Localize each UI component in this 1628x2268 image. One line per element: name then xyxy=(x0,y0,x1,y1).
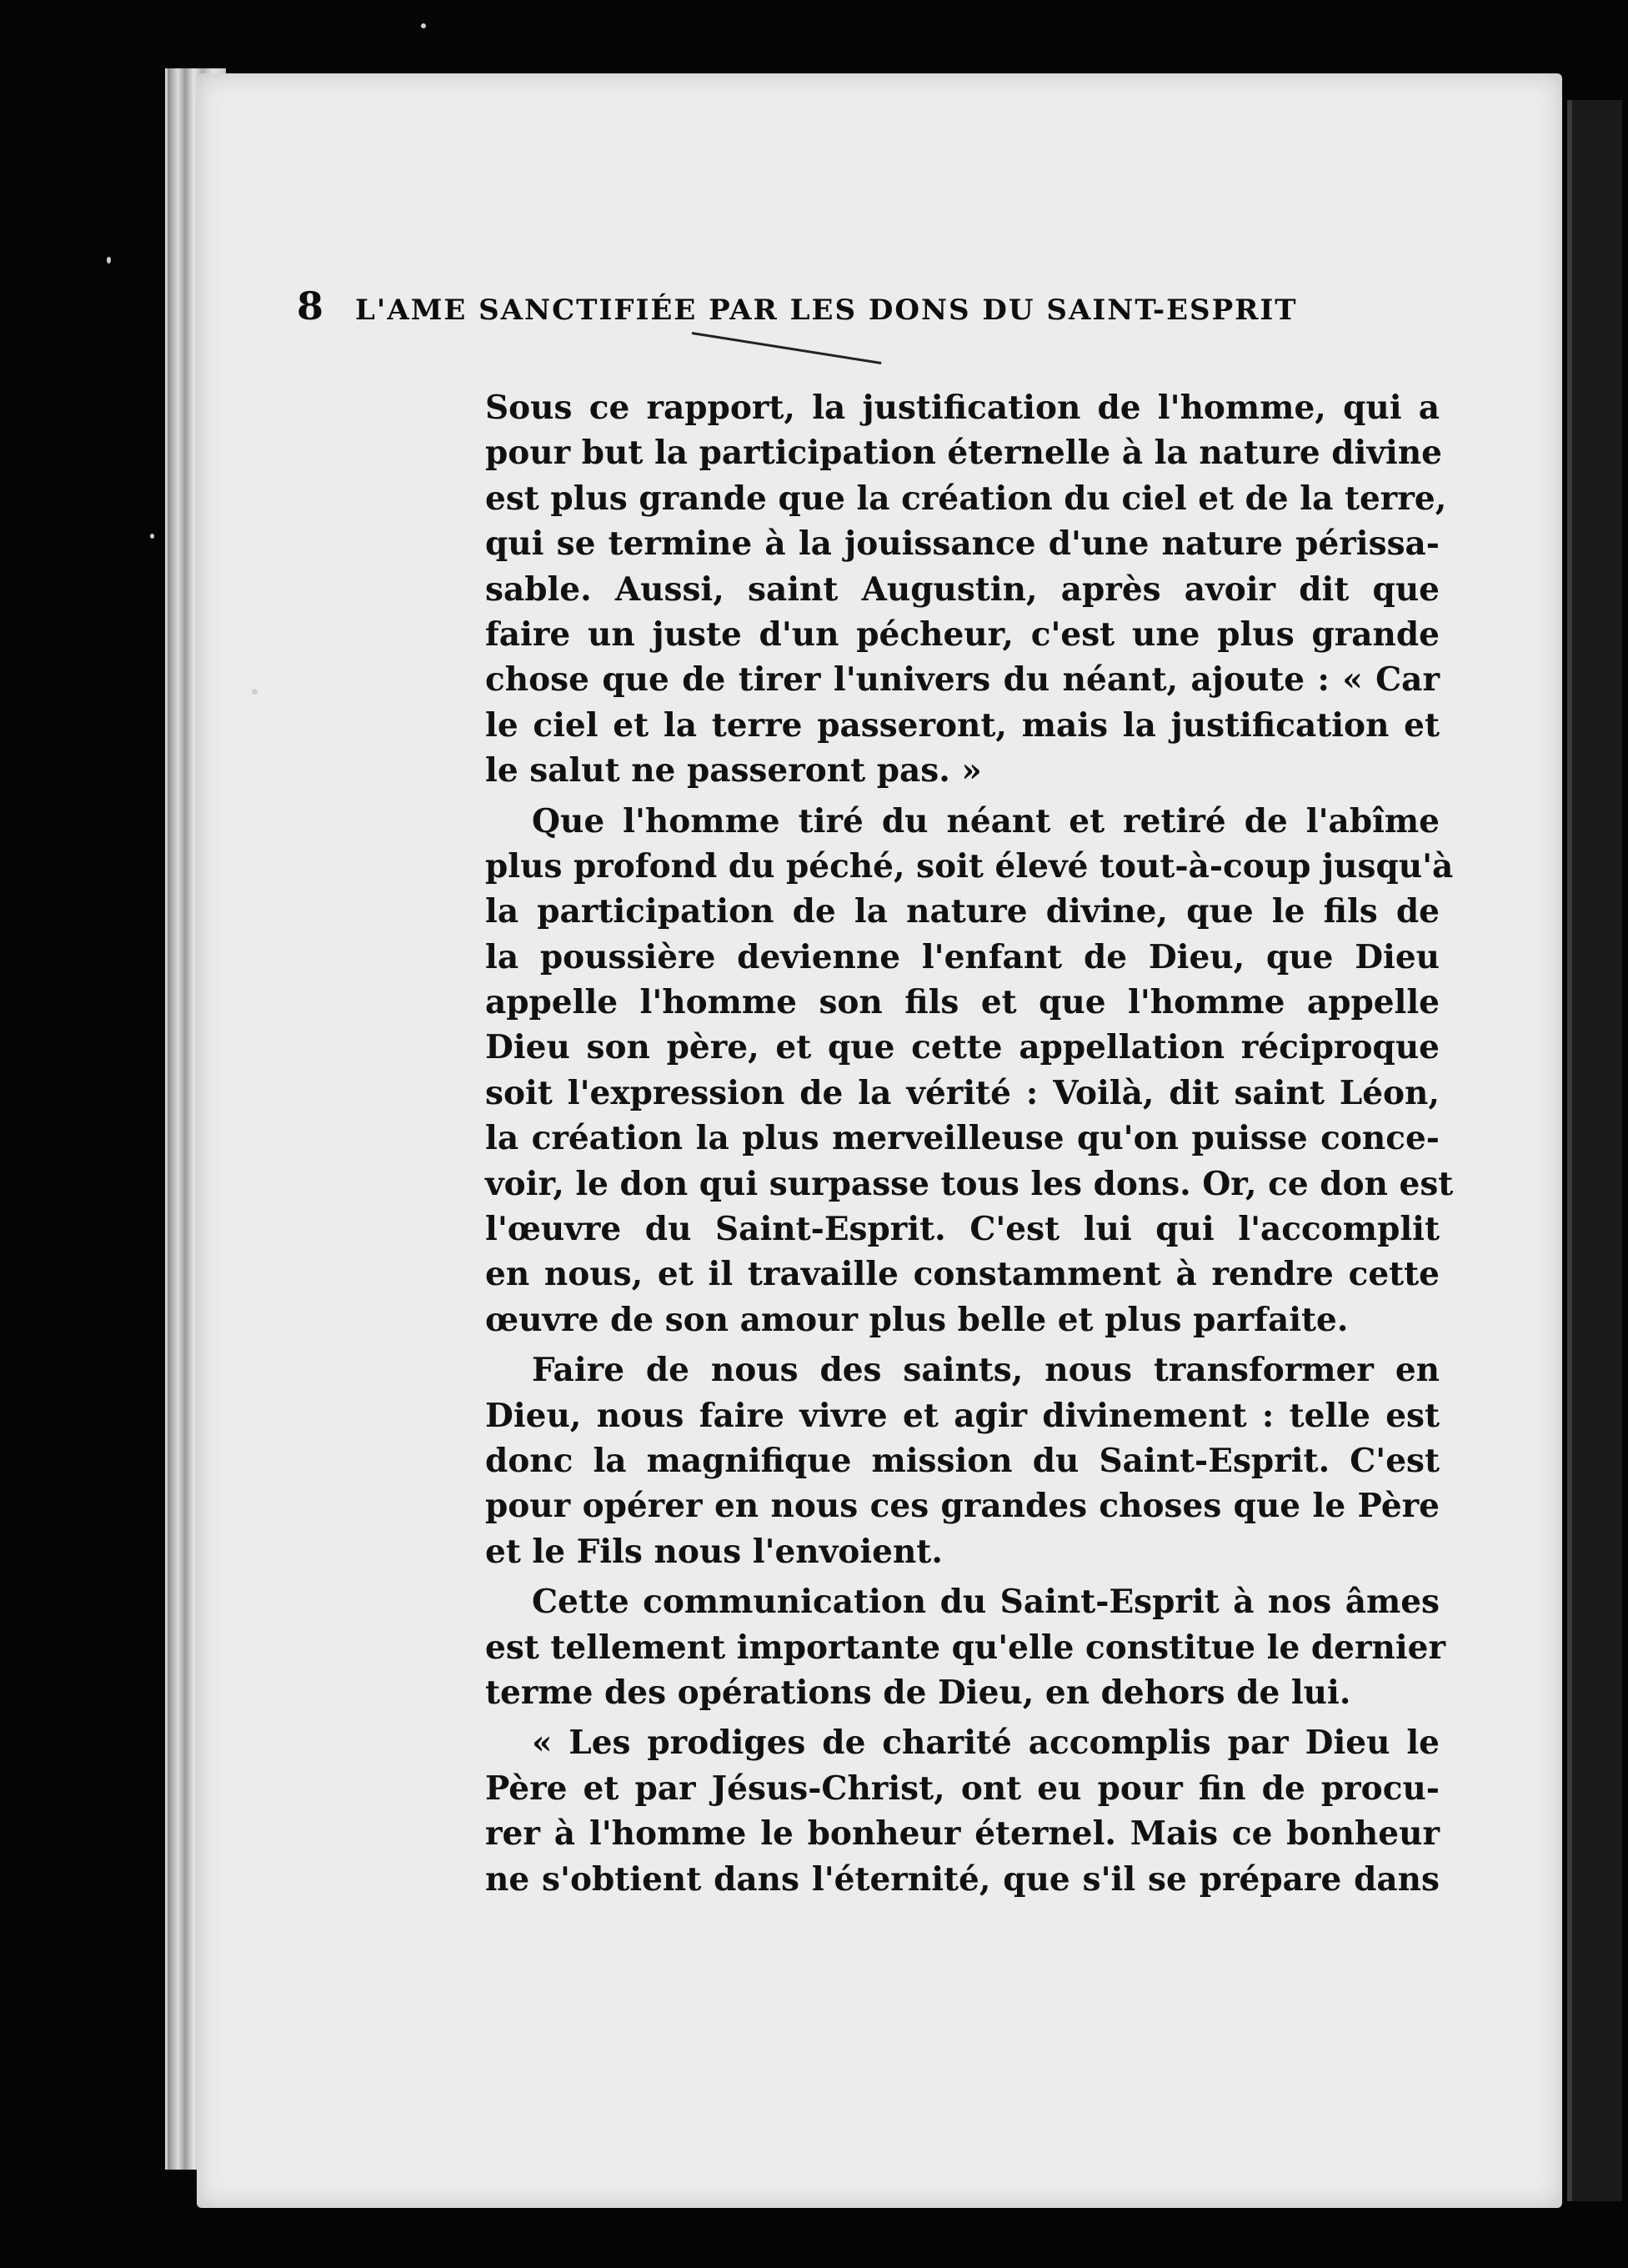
text-line: chose que de tirer l'univers du néant, ajoute : « Car xyxy=(485,660,1440,700)
text-line: Dieu, nous faire vivre et agir divinement : telle est xyxy=(485,1396,1440,1435)
text-line: sable. Aussi, saint Augustin, après avoir dit que xyxy=(485,570,1440,609)
text-line: faire un juste d'un pécheur, c'est une plus grande xyxy=(485,615,1440,654)
text-line: voir, le don qui surpasse tous les dons. Or, ce don est xyxy=(485,1164,1454,1203)
text-line: rer à l'homme le bonheur éternel. Mais ce bonheur xyxy=(485,1814,1440,1854)
text-line: Dieu son père, et que cette appellation réciproque xyxy=(485,1028,1440,1067)
page-number: 8 xyxy=(297,284,324,329)
text-line: plus profond du péché, soit élevé tout-à-coup jusqu'à xyxy=(485,846,1454,886)
text-line: soit l'expression de la vérité : Voilà, dit saint Léon, xyxy=(485,1073,1440,1112)
scan-speck xyxy=(252,689,258,695)
text-line: est plus grande que la création du ciel et de la terre, xyxy=(485,479,1447,518)
text-line: en nous, et il travaille constamment à rendre cette xyxy=(485,1255,1440,1294)
text-line: œuvre de son amour plus belle et plus parfaite. xyxy=(485,1300,1349,1339)
paragraph xyxy=(485,1347,1440,1574)
scan-speck xyxy=(421,23,426,28)
text-line: ne s'obtient dans l'éternité, que s'il se prépare dans xyxy=(485,1859,1440,1899)
text-line: pour but la participation éternelle à la nature divine xyxy=(485,434,1442,473)
text-line: le salut ne passeront pas. » xyxy=(485,751,982,790)
text-line: terme des opérations de Dieu, en dehors de lui. xyxy=(485,1673,1351,1712)
paragraph xyxy=(485,1720,1440,1902)
text-line: Sous ce rapport, la justification de l'homme, qui a xyxy=(485,389,1440,427)
text-line: qui se termine à la jouissance d'une nature périssa- xyxy=(485,524,1440,564)
text-line: donc la magnifique mission du Saint-Esprit. C'est xyxy=(485,1441,1440,1480)
text-line: l'œuvre du Saint-Esprit. C'est lui qui l'accomplit xyxy=(485,1210,1440,1249)
text-line: Faire de nous des saints, nous transformer en xyxy=(532,1351,1440,1390)
paragraph xyxy=(485,385,1447,794)
running-header xyxy=(297,284,1439,334)
text-line: la création la plus merveilleuse qu'on puisse conce- xyxy=(485,1119,1440,1158)
scan-speck xyxy=(107,257,111,263)
text-line: « Les prodiges de charité accomplis par Dieu le xyxy=(532,1724,1440,1763)
text-line: pour opérer en nous ces grandes choses que le Père xyxy=(485,1487,1440,1526)
text-line: appelle l'homme son fils et que l'homme appelle xyxy=(485,983,1440,1022)
text-line: Père et par Jésus-Christ, ont eu pour fin de procu- xyxy=(485,1769,1440,1808)
facing-page-edge xyxy=(1567,100,1622,2201)
paragraph xyxy=(485,799,1454,1343)
text-line: et le Fils nous l'envoient. xyxy=(485,1532,943,1571)
running-title: L'AME SANCTIFIÉE PAR LES DONS DU SAINT-ESPRIT xyxy=(355,294,1298,327)
text-line: le ciel et la terre passeront, mais la justification et xyxy=(485,705,1440,745)
body-text xyxy=(485,385,1454,1902)
text-line: la poussière devienne l'enfant de Dieu, que Dieu xyxy=(485,937,1440,976)
text-line: Que l'homme tiré du néant et retiré de l'abîme xyxy=(532,801,1440,840)
text-line: la participation de la nature divine, que le fils de xyxy=(485,892,1440,931)
text-line: est tellement importante qu'elle constitue le dernier xyxy=(485,1628,1446,1667)
scan-speck xyxy=(150,534,154,539)
text-line: Cette communication du Saint-Esprit à nos âmes xyxy=(532,1583,1440,1622)
paragraph xyxy=(485,1579,1446,1715)
